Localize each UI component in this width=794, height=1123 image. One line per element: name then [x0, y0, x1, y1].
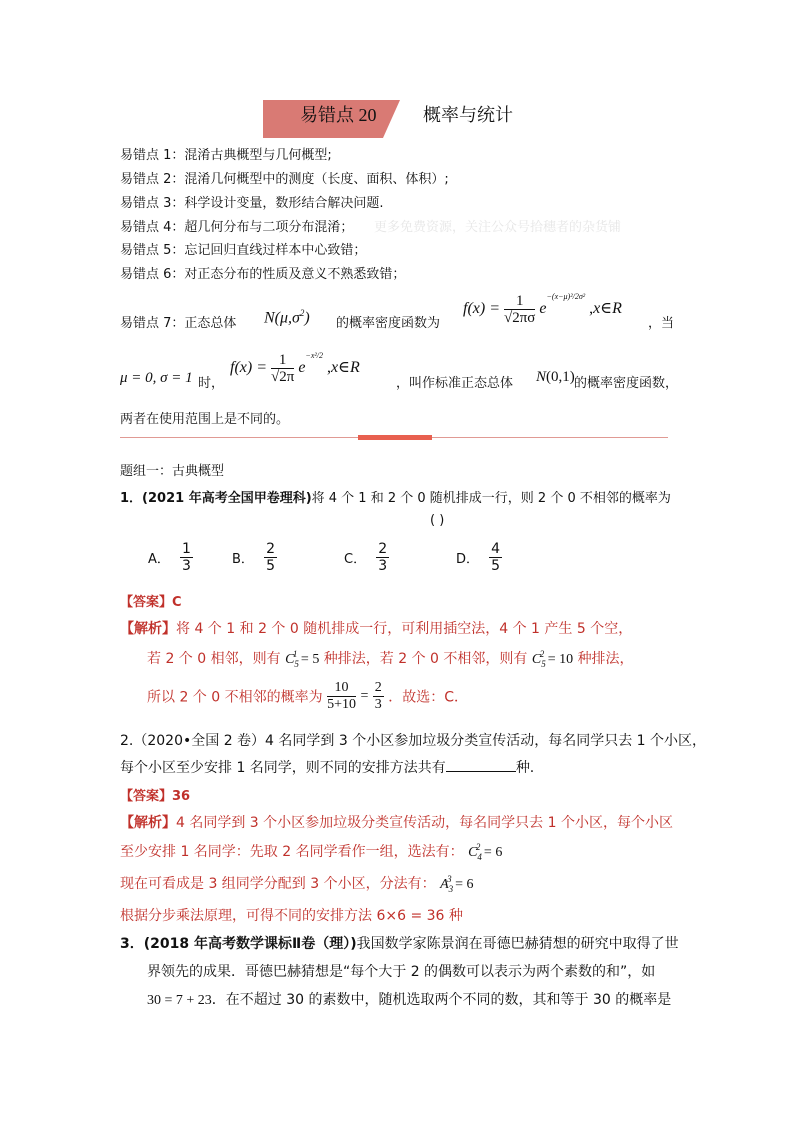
q3-line-1	[120, 933, 679, 953]
option-c-letter: C．	[344, 552, 367, 567]
option-a-den: 3	[182, 558, 191, 574]
q1-a3b: ．故选：C．	[388, 689, 469, 706]
q2-analysis-label: 【解析】	[120, 815, 176, 831]
formula-mu-sigma: μ = 0, σ = 1	[120, 370, 193, 386]
point-1: 易错点 1：混淆古典概型与几何概型;	[120, 148, 332, 163]
answer-blank	[446, 759, 516, 772]
point-6: 易错点 6：对正态分布的性质及意义不熟悉致错；	[120, 267, 406, 282]
point-3: 易错点 3：科学设计变量，数形结合解决问题.	[120, 196, 384, 211]
q1-analysis-2: 若 2 个 0 相邻，则有 $C_5^1 = 5$ 种排法，若 2 个 0 不相邻，则有 $C_5^2 = 10$ 种排法，	[147, 649, 634, 669]
q3-line-3	[147, 989, 671, 1009]
q2-line-2	[120, 757, 534, 777]
point-7-t6: 两者在使用范围上是不同的。	[120, 412, 290, 427]
point-7-label: 易错点 7：正态总体	[120, 316, 237, 331]
point-2: 易错点 2：混淆几何概型中的测度（长度、面积、体积）;	[120, 172, 449, 187]
point-7-t2: ，当	[648, 316, 675, 331]
formula-std-pdf: f(x) = $\frac{1}{√2\pi}$ $e^{-x^2/2}$ ,x∈R	[230, 350, 360, 385]
q1-paren: ( )	[430, 513, 445, 528]
q1-answer: 【答案】C	[120, 595, 182, 610]
q2-analysis-4: 根据分步乘法原理，可得不同的安排方法 6×6 = 36 种	[120, 908, 463, 924]
point-7-t5: 的概率密度函数，	[574, 376, 679, 391]
option-b-letter: B．	[232, 552, 254, 567]
q1-a2a: 若 2 个 0 相邻，则有	[147, 651, 281, 667]
option-a-letter: A．	[148, 552, 170, 567]
option-d	[456, 541, 502, 574]
formula-N01: N(0,1)	[536, 369, 575, 385]
q2-l2a: 每个小区至少安排 1 名同学，则不同的安排方法共有	[120, 760, 446, 776]
q3-num: 3．	[120, 936, 144, 952]
watermark: 更多免费资源，关注公众号拾穗者的杂货铺	[374, 220, 622, 235]
point-5: 易错点 5：忘记回归直线过样本中心致错；	[120, 243, 367, 258]
option-d-num: 4	[491, 541, 501, 557]
q2-a1: 4 名同学到 3 个小区参加垃圾分类宣传活动，每名同学只去 1 个小区，每个小区	[176, 815, 673, 831]
option-b	[232, 541, 277, 574]
option-c	[344, 541, 389, 574]
option-a	[148, 541, 193, 574]
q1-text: 将 4 个 1 和 2 个 0 随机排成一行，则 2 个 0 不相邻的概率为	[311, 491, 671, 506]
q2-analysis-3: 现在可看成是 3 组同学分配到 3 个小区，分法有： $A_3^3 = 6$	[120, 874, 474, 894]
q1-a2b: 种排法，若 2 个 0 不相邻，则有	[323, 651, 528, 667]
point-7-t1: 的概率密度函数为	[336, 316, 441, 331]
q2-analysis-1	[120, 812, 673, 832]
q3-l1c: 我国数学家陈景润在哥德巴赫猜想的研究中取得了世	[356, 936, 679, 952]
q3-source: (2018 年高考数学课标Ⅱ卷（理）)	[143, 936, 357, 952]
q1-analysis-3: 所以 2 个 0 不相邻的概率为 $\frac{10}{5+10}$ = $\frac{2}{3}$ ．故选：C．	[147, 680, 469, 712]
q1-a3a: 所以 2 个 0 不相邻的概率为	[147, 689, 323, 706]
q2-a2: 至少安排 1 名同学：先取 2 名同学看作一组，选法有：	[120, 844, 464, 860]
formula-pdf: f(x) = $\frac{1}{√2\pi\sigma}$ $e^{-(x-\mu)^2/2\sigma^2}$ ,x∈R	[463, 291, 622, 326]
q2-line-1: 2.（2020•全国 2 卷）4 名同学到 3 个小区参加垃圾分类宣传活动，每名同学只去 1 个小区，	[120, 733, 707, 749]
page-title-right: 概率与统计	[423, 105, 513, 125]
q1-source: (2021 年高考全国甲卷理科)	[142, 491, 312, 506]
q2-answer: 【答案】36	[120, 789, 191, 804]
option-c-den: 3	[378, 558, 388, 574]
option-d-letter: D．	[456, 552, 480, 567]
q2-l2b: 种.	[515, 760, 535, 776]
q1-num: 1．	[120, 491, 143, 506]
option-b-num: 2	[266, 541, 275, 557]
point-7-t3: 时，	[198, 376, 225, 391]
option-b-den: 5	[266, 558, 275, 574]
q1-a1: 将 4 个 1 和 2 个 0 随机排成一行，可利用插空法，4 个 1 产生 5 个空，	[176, 621, 633, 637]
q1-analysis-label: 【解析】	[120, 621, 176, 637]
point-4: 易错点 4：超几何分布与二项分布混淆；	[120, 220, 354, 235]
q2-analysis-2: 至少安排 1 名同学：先取 2 名同学看作一组，选法有： $C_4^2 = 6$	[120, 842, 503, 862]
formula-N: $N(\mu,\sigma^2)$	[264, 308, 310, 327]
q1-a2c: 种排法，	[577, 651, 634, 667]
q3-l3b: ．在不超过 30 的素数中，随机选取两个不同的数，其和等于 30 的概率是	[211, 992, 672, 1008]
divider-accent	[358, 435, 432, 440]
q1-line	[120, 487, 671, 506]
q3-line-2: 界领先的成果．哥德巴赫猜想是“每个大于 2 的偶数可以表示为两个素数的和”，如	[147, 964, 656, 980]
q3-equation: 30 = 7 + 23	[147, 993, 212, 1008]
option-a-num: 1	[182, 541, 191, 557]
option-c-num: 2	[378, 541, 388, 557]
point-7-t4: ，叫作标准正态总体	[396, 376, 514, 391]
q2-a3: 现在可看成是 3 组同学分配到 3 个小区，分法有：	[120, 876, 436, 892]
q1-analysis-1	[120, 618, 632, 638]
option-d-den: 5	[491, 558, 501, 574]
page-title-left: 易错点 20	[300, 105, 377, 125]
group-title: 题组一：古典概型	[120, 464, 225, 479]
